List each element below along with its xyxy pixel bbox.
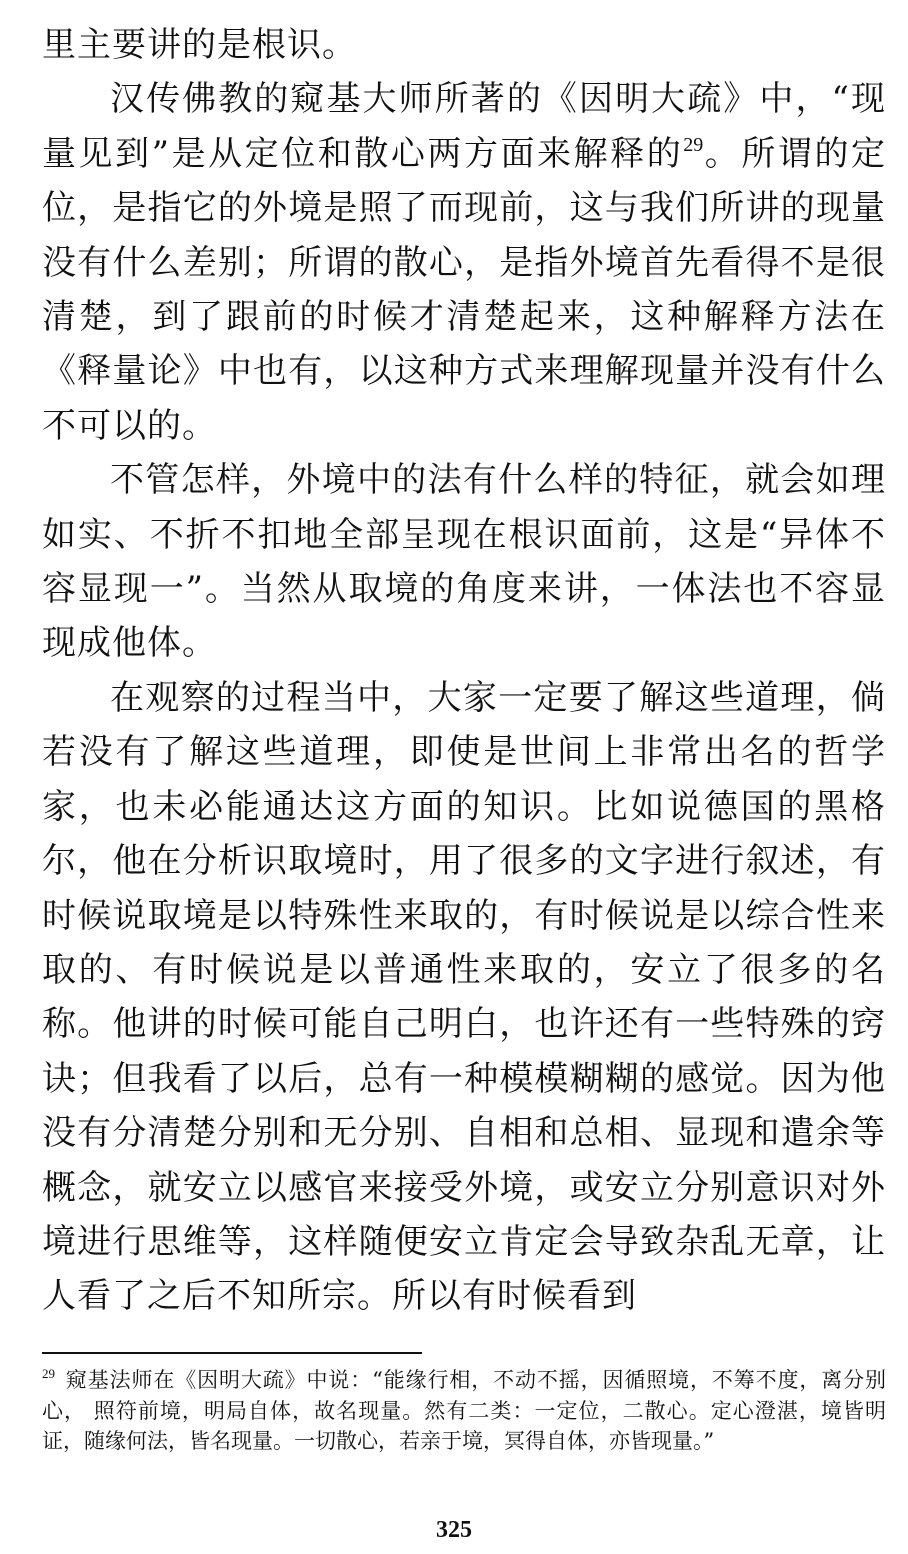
paragraph-4: 在观察的过程当中，大家一定要了解这些道理，倘若没有了解这些道理，即使是世间上非常出名的哲学家，也未必能通达这方面的知识。比如说德国的黑格尔，他在分析识取境时，用了很多的文字进行叙述，有时候说取境是以特殊性来取的，有时候说是以综合性来取的、有时候说是以普通性来取的，安立了很多的名称。他讲的时候可能自己明白，也许还有一些特殊的窍诀；但我看了以后，总有一种模模糊糊的感觉。因为他没有分清楚分别和无分别、自相和总相、显现和遣余等概念，就安立以感官来接受外境，或安立分别意识对外境进行思维等，这样随便安立肯定会导致杂乱无章，让人看了之后不知所宗。所以有时候看到 (42, 677, 886, 1317)
footnote-number: 29 (42, 1366, 55, 1381)
body-text (42, 18, 886, 1324)
footnote-text: 窥基法师在《因明大疏》中说：“能缘行相，不动不摇，因循照境，不筹不度，离分别心， 照符前境，明局自体，故名现量。然有二类：一定位，二散心。定心澄湛，境皆明证，随缘何法，皆名现量。一切散心，若亲于境，冥得自体，亦皆现量。” (42, 1368, 886, 1453)
footnote (42, 1365, 886, 1457)
paragraph-3: 不管怎样，外境中的法有什么样的特征，就会如理如实、不折不扣地全部呈现在根识面前，这是“异体不容显现一”。当然从取境的角度来讲，一体法也不容显现成他体。 (42, 460, 886, 664)
page-number: 325 (436, 1517, 472, 1543)
footnote-reference[interactable]: 29 (683, 133, 704, 156)
paragraph-2-text-after-ref: 。所谓的定位，是指它的外境是照了而现前，这与我们所讲的现量没有什么差别；所谓的散心，是指外境首先看得不是很清楚，到了跟前的时候才清楚起来，这种解释方法在《释量论》中也有，以这种方式来理解现量并没有什么不可以的。 (42, 133, 886, 446)
paragraph-1: 里主要讲的是根识。 (42, 25, 357, 65)
paragraph-2-text-before-ref: 汉传佛教的窥基大师所著的《因明大疏》中，“现量见到”是从定位和散心两方面来解释的 (42, 79, 886, 174)
footnote-divider (42, 1352, 422, 1354)
paragraph-2 (42, 72, 886, 453)
